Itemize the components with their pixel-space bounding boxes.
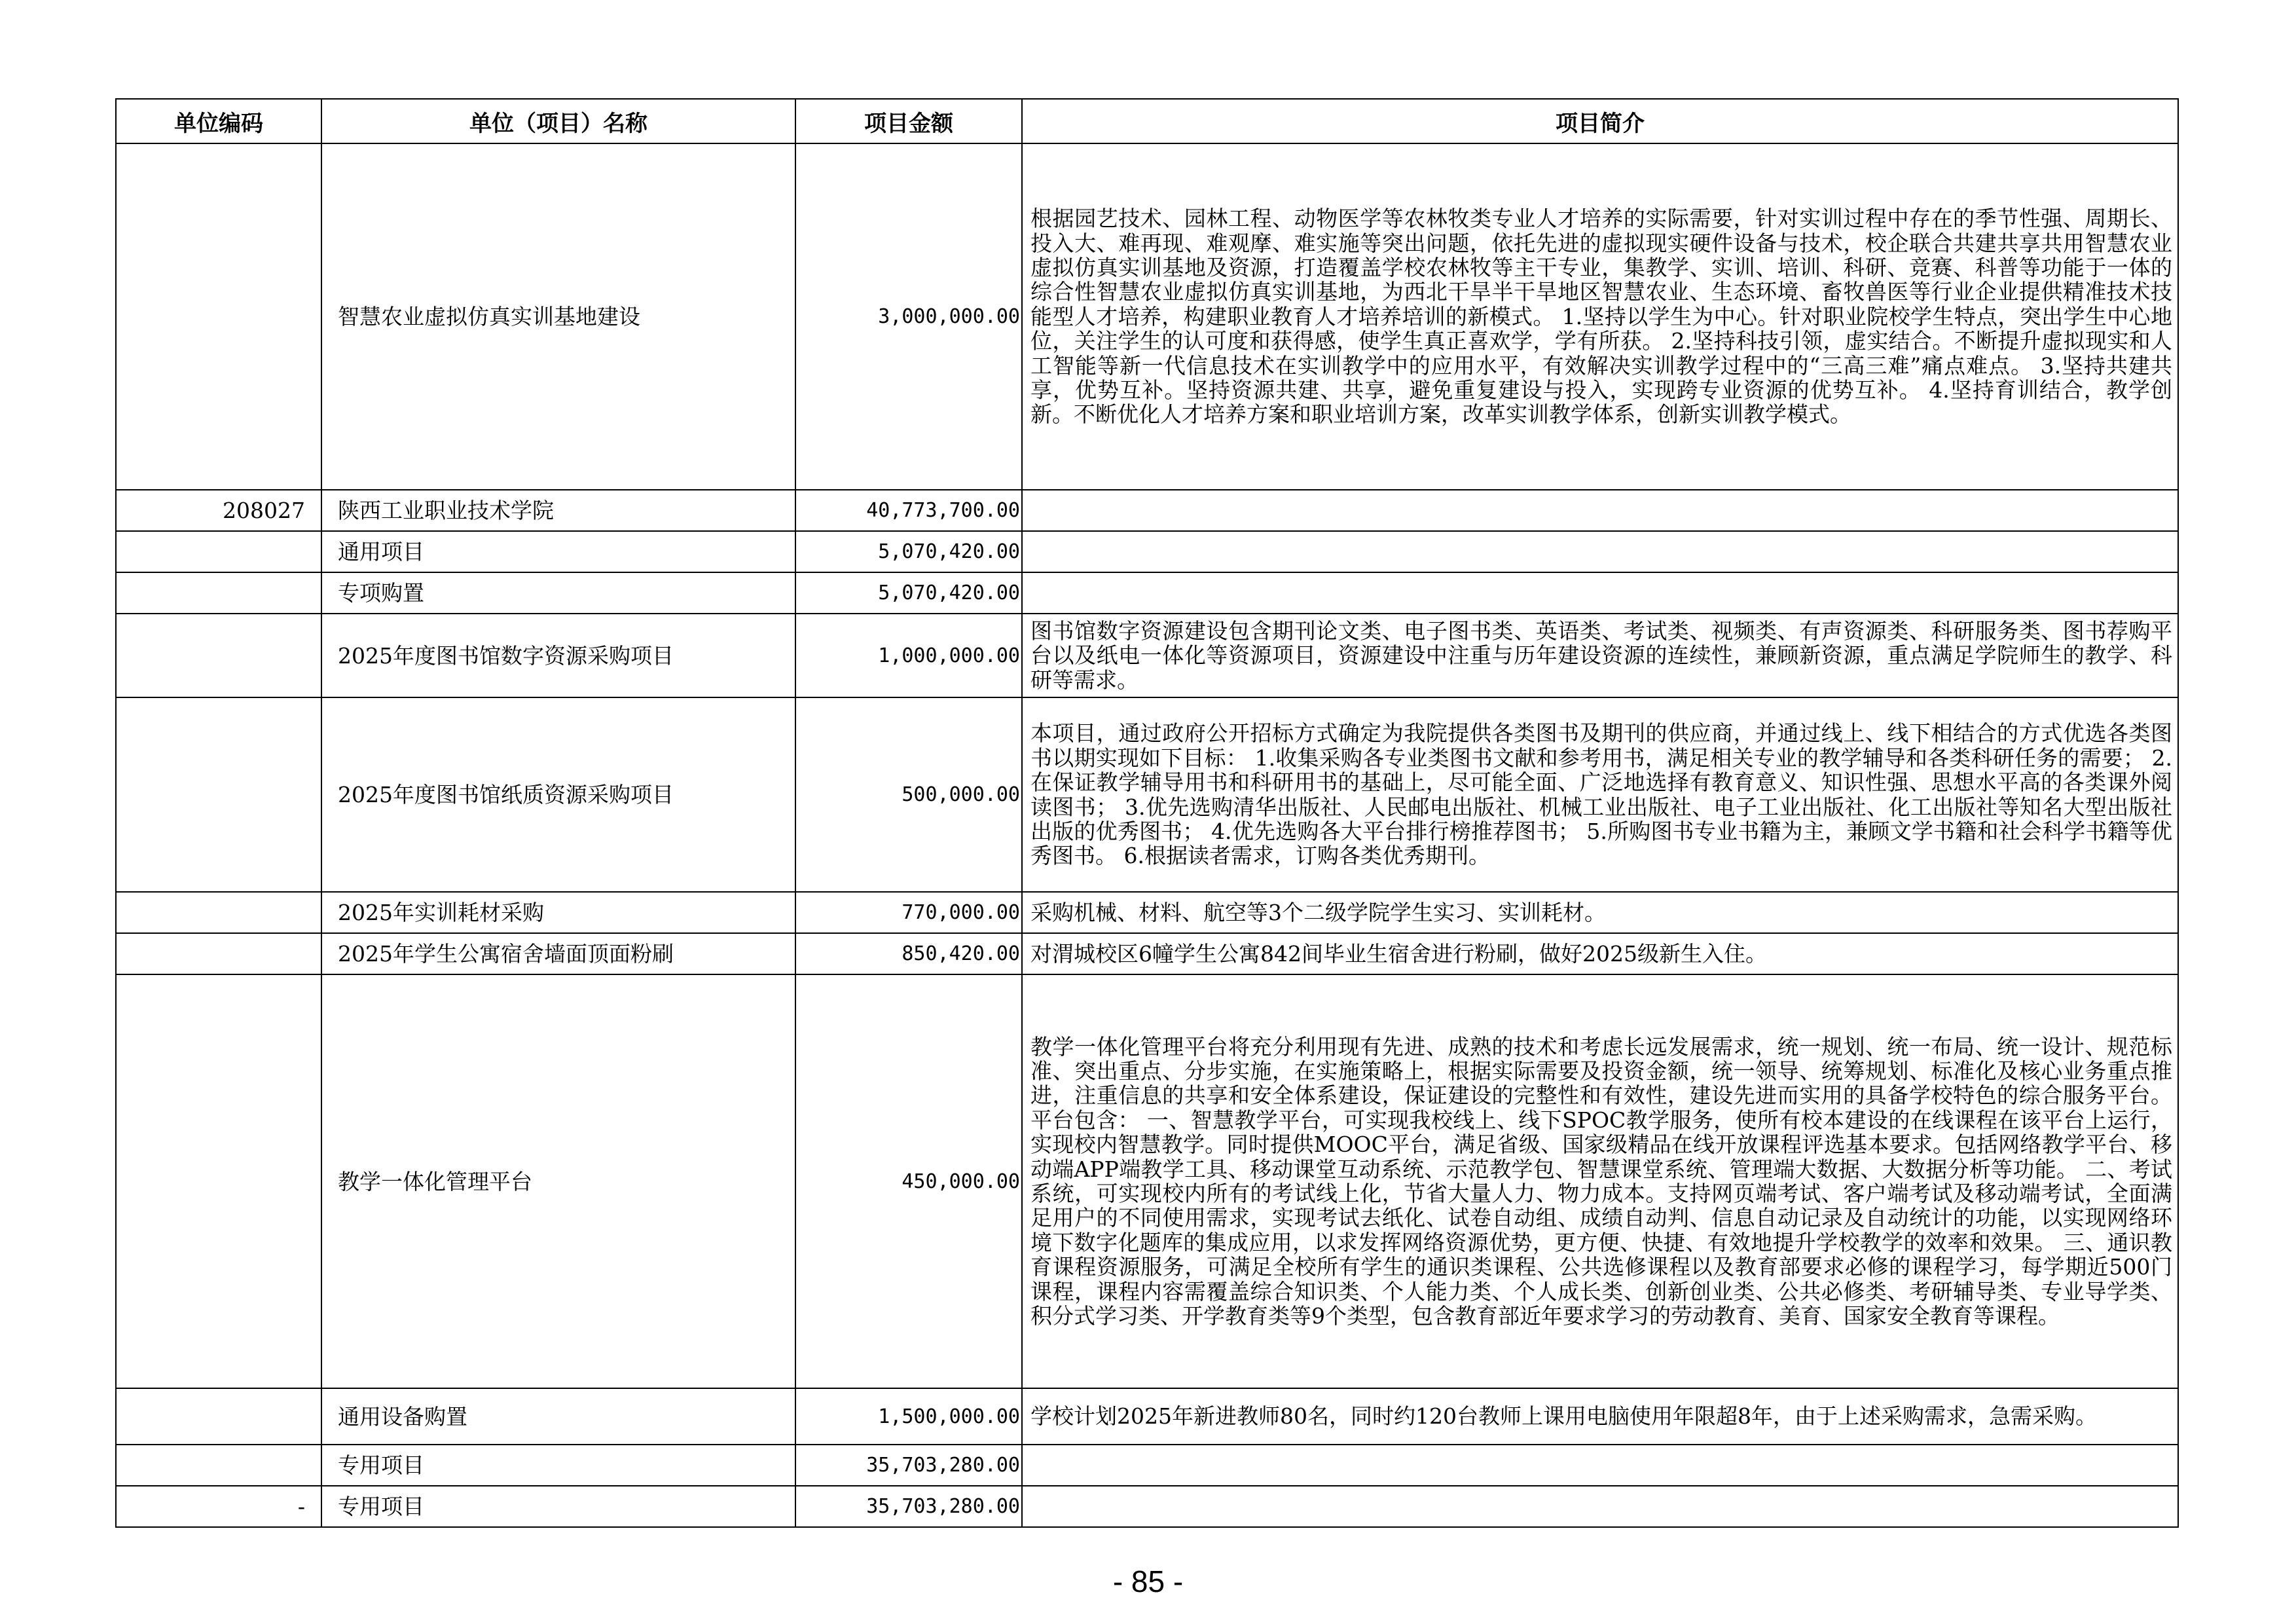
unit-code xyxy=(116,1388,321,1445)
project-description: 图书馆数字资源建设包含期刊论文类、电子图书类、英语类、考试类、视频类、有声资源类、科研服务类、图书荐购平台以及纸电一体化等资源项目，资源建设中注重与历年建设资源的连续性，兼顾新资源，重点满足学院师生的教学、科研等需求。 xyxy=(1022,614,2178,697)
project-amount: 35,703,280.00 xyxy=(795,1486,1022,1527)
unit-code xyxy=(116,143,321,490)
unit-code xyxy=(116,572,321,614)
project-name: 专用项目 xyxy=(321,1445,795,1486)
project-description xyxy=(1022,572,2178,614)
project-amount: 35,703,280.00 xyxy=(795,1445,1022,1486)
unit-code xyxy=(116,531,321,572)
project-amount: 1,000,000.00 xyxy=(795,614,1022,697)
project-amount: 1,500,000.00 xyxy=(795,1388,1022,1445)
table-row xyxy=(116,974,2178,1388)
header-code: 单位编码 xyxy=(116,99,321,143)
project-name: 专项购置 xyxy=(321,572,795,614)
table-row xyxy=(116,697,2178,892)
project-name: 2025年度图书馆纸质资源采购项目 xyxy=(321,697,795,892)
table-row xyxy=(116,933,2178,974)
unit-code xyxy=(116,974,321,1388)
unit-code: 208027 xyxy=(116,490,321,531)
project-description: 教学一体化管理平台将充分利用现有先进、成熟的技术和考虑长远发展需求，统一规划、统一布局、统一设计、规范标准、突出重点、分步实施，在实施策略上，根据实际需要及投资金额，统一领导、统筹规划、标准化及核心业务重点推进，注重信息的共享和安全体系建设，保证建设的完整性和有效性，建设先进而实用的具备学校特色的综合服务平台。平台包含： 一、智慧教学平台，可实现我校线上、线下SPOC教学服务，使所有校本建设的在线课程在该平台上运行，实现校内智慧教学。同时提供MOOC平台，满足省级、国家级精品在线开放课程评选基本要求。包括网络教学平台、移动端APP端教学工具、移动课堂互动系统、示范教学包、智慧课堂系统、管理端大数据、大数据分析等功能。 二、考试系统，可实现校内所有的考试线上化，节省大量人力、物力成本。支持网页端考试、客户端考试及移动端考试，全面满足用户的不同使用需求，实现考试去纸化、试卷自动组、成绩自动判、信息自动记录及自动统计的功能，以实现网络环境下数字化题库的集成应用，以求发挥网络资源优势，更方便、快捷、有效地提升学校教学的效率和效果。 三、通识教育课程资源服务，可满足全校所有学生的通识类课程、公共选修课程以及教育部要求必修的课程学习，每学期近500门课程，课程内容需覆盖综合知识类、个人能力类、个人成长类、创新创业类、公共必修类、考研辅导类、专业导学类、积分式学习类、开学教育类等9个类型，包含教育部近年要求学习的劳动教育、美育、国家安全教育等课程。 xyxy=(1022,974,2178,1388)
table-row xyxy=(116,572,2178,614)
project-description xyxy=(1022,490,2178,531)
table-row xyxy=(116,892,2178,933)
table-row xyxy=(116,1388,2178,1445)
header-row xyxy=(116,99,2178,143)
unit-code xyxy=(116,697,321,892)
project-description: 学校计划2025年新进教师80名，同时约120台教师上课用电脑使用年限超8年，由于上述采购需求，急需采购。 xyxy=(1022,1388,2178,1445)
header-amount: 项目金额 xyxy=(795,99,1022,143)
project-description: 根据园艺技术、园林工程、动物医学等农林牧类专业人才培养的实际需要，针对实训过程中存在的季节性强、周期长、投入大、难再现、难观摩、难实施等突出问题，依托先进的虚拟现实硬件设备与技术，校企联合共建共享共用智慧农业虚拟仿真实训基地及资源，打造覆盖学校农林牧等主干专业，集教学、实训、培训、科研、竞赛、科普等功能于一体的综合性智慧农业虚拟仿真实训基地，为西北干旱半干旱地区智慧农业、生态环境、畜牧兽医等行业企业提供精准技术技能型人才培养，构建职业教育人才培养培训的新模式。 1.坚持以学生为中心。针对职业院校学生特点，突出学生中心地位，关注学生的认可度和获得感，使学生真正喜欢学，学有所获。 2.坚持科技引领，虚实结合。不断提升虚拟现实和人工智能等新一代信息技术在实训教学中的应用水平，有效解决实训教学过程中的“三高三难”痛点难点。 3.坚持共建共享，优势互补。坚持资源共建、共享，避免重复建设与投入，实现跨专业资源的优势互补。 4.坚持育训结合，教学创新。不断优化人才培养方案和职业培训方案，改革实训教学体系，创新实训教学模式。 xyxy=(1022,143,2178,490)
project-amount: 770,000.00 xyxy=(795,892,1022,933)
table-row xyxy=(116,143,2178,490)
header-name: 单位（项目）名称 xyxy=(321,99,795,143)
unit-code xyxy=(116,1445,321,1486)
project-name: 陕西工业职业技术学院 xyxy=(321,490,795,531)
project-description xyxy=(1022,531,2178,572)
unit-code xyxy=(116,933,321,974)
project-description: 本项目，通过政府公开招标方式确定为我院提供各类图书及期刊的供应商，并通过线上、线下相结合的方式优选各类图书以期实现如下目标： 1.收集采购各专业类图书文献和参考用书，满足相关专业的教学辅导和各类科研任务的需要； 2.在保证教学辅导用书和科研用书的基础上，尽可能全面、广泛地选择有教育意义、知识性强、思想水平高的各类课外阅读图书； 3.优先选购清华出版社、人民邮电出版社、机械工业出版社、电子工业出版社、化工出版社等知名大型出版社出版的优秀图书； 4.优先选购各大平台排行榜推荐图书； 5.所购图书专业书籍为主，兼顾文学书籍和社会科学书籍等优秀图书。 6.根据读者需求，订购各类优秀期刊。 xyxy=(1022,697,2178,892)
project-amount: 850,420.00 xyxy=(795,933,1022,974)
project-amount: 450,000.00 xyxy=(795,974,1022,1388)
project-name: 教学一体化管理平台 xyxy=(321,974,795,1388)
project-amount: 3,000,000.00 xyxy=(795,143,1022,490)
budget-table xyxy=(115,98,2179,1528)
project-name: 2025年学生公寓宿舍墙面顶面粉刷 xyxy=(321,933,795,974)
unit-code xyxy=(116,614,321,697)
table-row xyxy=(116,614,2178,697)
project-name: 专用项目 xyxy=(321,1486,795,1527)
project-amount: 500,000.00 xyxy=(795,697,1022,892)
project-amount: 5,070,420.00 xyxy=(795,531,1022,572)
unit-code: - xyxy=(116,1486,321,1527)
project-name: 通用设备购置 xyxy=(321,1388,795,1445)
page-number: - 85 - xyxy=(1112,1564,1184,1598)
project-amount: 5,070,420.00 xyxy=(795,572,1022,614)
project-description xyxy=(1022,1486,2178,1527)
table-row xyxy=(116,531,2178,572)
table-row xyxy=(116,1486,2178,1527)
unit-code xyxy=(116,892,321,933)
table-row xyxy=(116,490,2178,531)
project-name: 智慧农业虚拟仿真实训基地建设 xyxy=(321,143,795,490)
table-row xyxy=(116,1445,2178,1486)
header-description: 项目简介 xyxy=(1022,99,2178,143)
project-name: 2025年实训耗材采购 xyxy=(321,892,795,933)
project-description: 采购机械、材料、航空等3个二级学院学生实习、实训耗材。 xyxy=(1022,892,2178,933)
project-name: 通用项目 xyxy=(321,531,795,572)
project-description xyxy=(1022,1445,2178,1486)
project-amount: 40,773,700.00 xyxy=(795,490,1022,531)
project-description: 对渭城校区6幢学生公寓842间毕业生宿舍进行粉刷，做好2025级新生入住。 xyxy=(1022,933,2178,974)
project-name: 2025年度图书馆数字资源采购项目 xyxy=(321,614,795,697)
